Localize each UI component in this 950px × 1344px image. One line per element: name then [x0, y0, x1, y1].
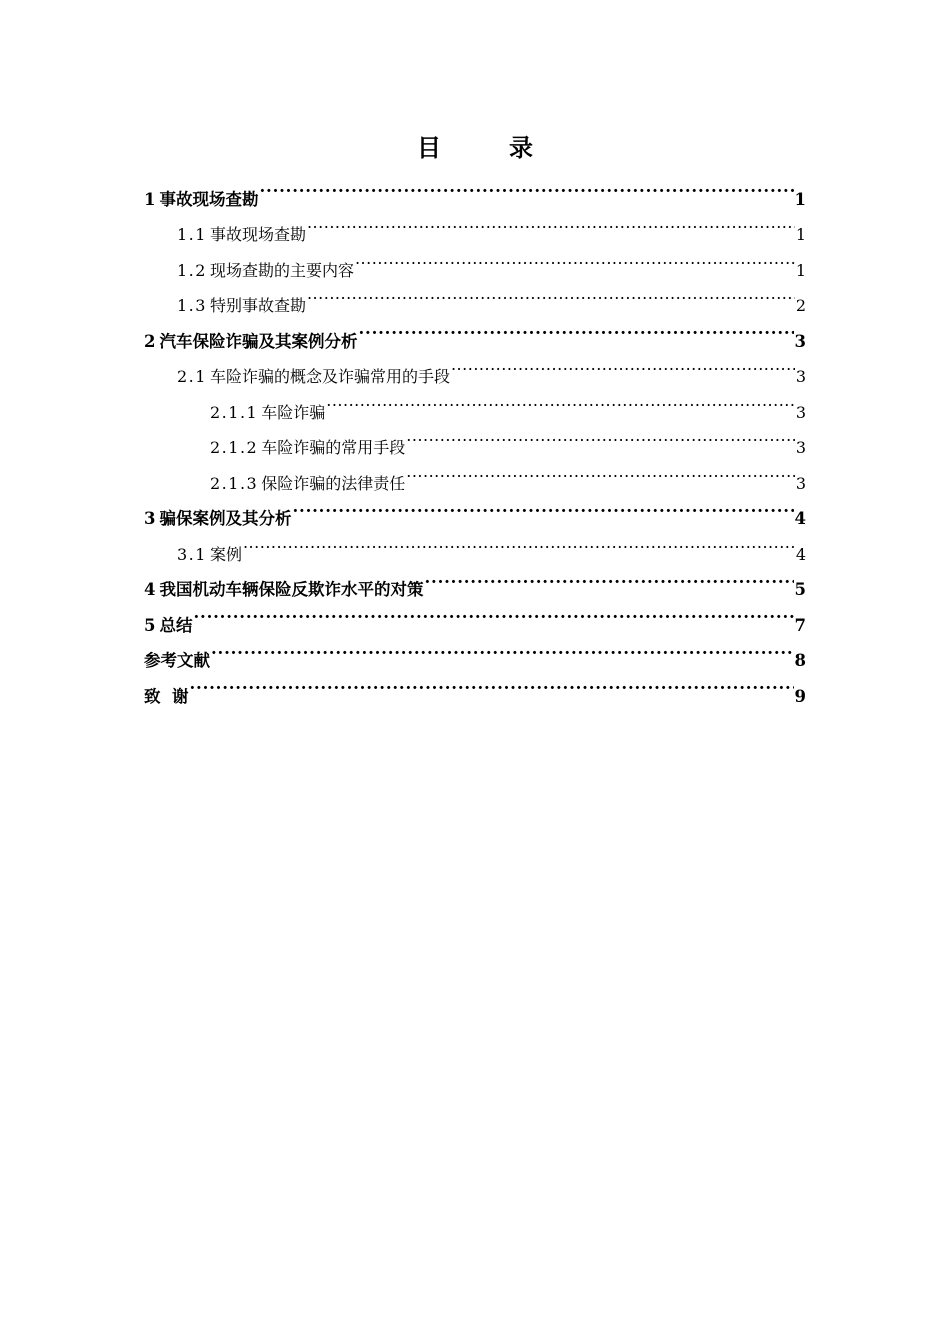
toc-entry-1[interactable]	[144, 169, 806, 209]
toc-entry-page: 9	[794, 686, 806, 706]
table-of-contents	[144, 169, 806, 706]
toc-entry-label: 现场查勘的主要内容	[209, 260, 354, 280]
toc-entry-page: 8	[794, 651, 806, 670]
toc-entry-number: 4	[144, 580, 156, 599]
toc-leader-dots	[292, 489, 793, 525]
toc-entry-label: 我国机动车辆保险反欺诈水平的对策	[159, 580, 424, 599]
toc-leader-dots	[259, 169, 793, 205]
toc-entry-number: 5	[144, 615, 156, 635]
toc-entry-page: 5	[794, 580, 806, 599]
toc-leader-dots	[355, 240, 795, 276]
toc-entry-number: 2.1.1	[210, 402, 259, 422]
toc-entry-page: 1	[794, 189, 806, 209]
toc-entry-label: 案例	[209, 544, 242, 564]
toc-entry-page: 3	[795, 438, 806, 457]
toc-entry-number: 2.1.3	[210, 473, 259, 493]
toc-leader-dots	[211, 631, 794, 667]
toc-title: 目 录	[417, 133, 555, 162]
toc-entry-page: 7	[794, 615, 806, 635]
toc-entry-page: 3	[795, 367, 806, 386]
toc-entry-number: 3.1	[177, 544, 207, 564]
toc-entry-page: 3	[795, 473, 806, 493]
toc-entry-number: 2.1.2	[210, 438, 259, 457]
toc-entry-label: 车险诈骗的常用手段	[261, 438, 406, 457]
toc-leader-dots	[424, 560, 793, 596]
toc-entry-page: 2	[795, 296, 806, 315]
toc-entry-number: 1.3	[177, 296, 207, 315]
toc-entry-5[interactable]	[144, 595, 806, 635]
toc-entry-acknowledgements[interactable]	[144, 666, 806, 706]
toc-entry-label: 事故现场查勘	[209, 225, 306, 244]
toc-leader-dots	[451, 347, 795, 383]
toc-entry-label: 特别事故查勘	[209, 296, 306, 315]
toc-leader-dots	[243, 524, 795, 560]
toc-entry-label: 致 谢	[144, 686, 189, 706]
toc-leader-dots	[406, 453, 795, 489]
toc-entry-references[interactable]	[144, 631, 806, 670]
toc-entry-label: 保险诈骗的法律责任	[261, 473, 406, 493]
toc-entry-4[interactable]	[144, 560, 806, 599]
toc-entry-3-1[interactable]	[144, 524, 806, 564]
toc-entry-label: 总结	[159, 615, 193, 635]
toc-entry-page: 4	[795, 544, 806, 564]
toc-entry-number: 2	[144, 331, 156, 351]
toc-leader-dots	[358, 311, 793, 347]
toc-leader-dots	[406, 418, 795, 454]
toc-entry-number: 2.1	[177, 367, 207, 386]
toc-entry-number: 1.2	[177, 260, 207, 280]
toc-leader-dots	[193, 595, 793, 631]
toc-leader-dots	[307, 205, 795, 241]
toc-entry-page: 3	[794, 331, 806, 351]
toc-leader-dots	[307, 276, 795, 312]
toc-entry-label: 汽车保险诈骗及其案例分析	[159, 331, 358, 351]
toc-leader-dots	[190, 666, 794, 702]
toc-entry-page: 1	[795, 260, 806, 280]
toc-entry-number: 1	[144, 189, 156, 209]
toc-entry-page: 3	[795, 402, 806, 422]
toc-leader-dots	[326, 382, 795, 418]
toc-entry-label: 车险诈骗的概念及诈骗常用的手段	[209, 367, 450, 386]
toc-entry-number: 3	[144, 509, 156, 528]
toc-entry-page: 4	[794, 509, 806, 528]
toc-entry-label: 骗保案例及其分析	[159, 509, 292, 528]
toc-entry-label: 事故现场查勘	[159, 189, 259, 209]
toc-entry-page: 1	[795, 225, 806, 244]
toc-entry-number: 1.1	[177, 225, 207, 244]
toc-entry-label: 车险诈骗	[261, 402, 326, 422]
toc-entry-label: 参考文献	[144, 651, 210, 670]
